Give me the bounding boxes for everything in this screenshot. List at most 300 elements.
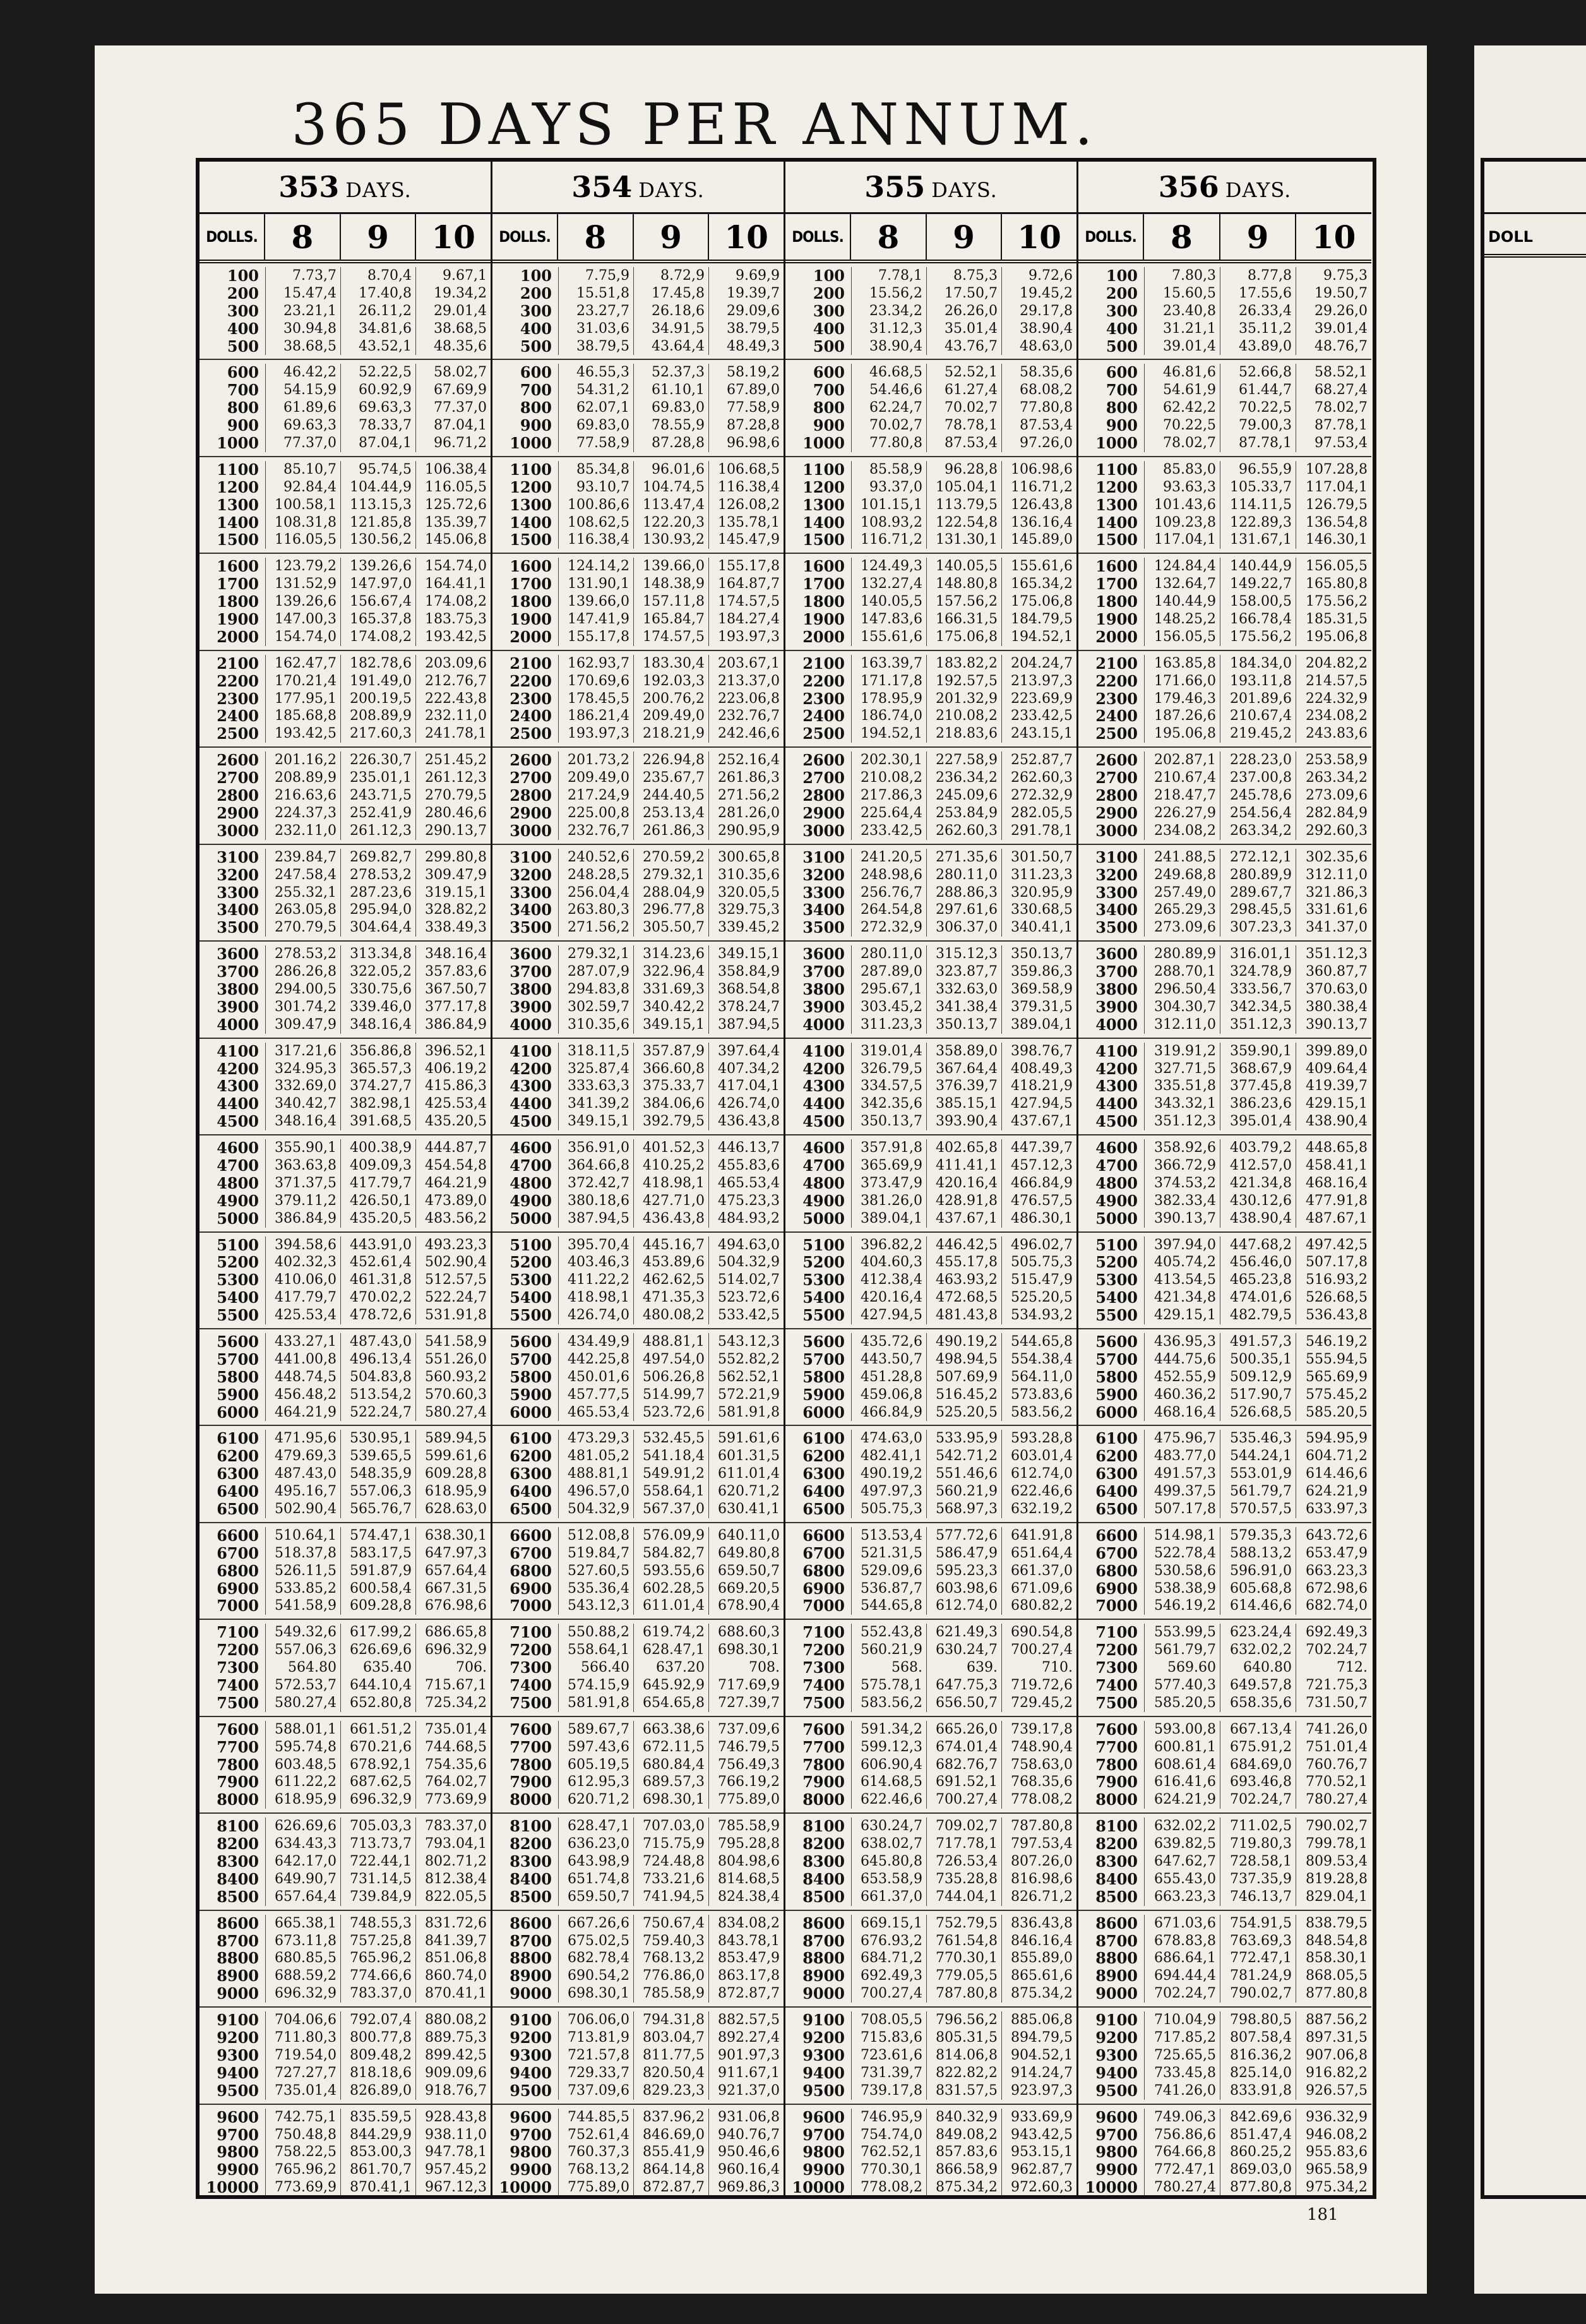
rate-column-header: 10 [724,218,768,256]
interest-value-cell: 124.49,3 [851,558,926,575]
table-row [200,884,491,902]
dollar-amount-cell: 3200 [1095,865,1138,884]
dollar-amount-cell: 3600 [510,945,552,964]
row-group [785,457,1076,554]
interest-value-cell: 663.23,3 [1296,1562,1371,1580]
interest-value-cell: 655.43,0 [1144,1871,1220,1888]
interest-value-cell: 764.02,7 [415,1773,491,1791]
interest-value-cell: 764.66,8 [1144,2143,1220,2161]
interest-value-cell: 931.06,8 [708,2109,784,2126]
interest-value-cell: 702.24,7 [1220,1791,1296,1809]
table-row [1078,1060,1371,1078]
table-row [492,2082,784,2100]
table-row [1078,1307,1371,1324]
interest-value-cell: 483.77,0 [1144,1447,1220,1465]
dollar-amount-cell: 9900 [802,2160,845,2179]
interest-value-cell: 297.61,6 [926,901,1001,919]
table-row [1078,531,1371,549]
interest-value-cell: 261.86,3 [708,769,784,787]
dollar-amount-cell: 8800 [510,1949,552,1968]
interest-value-cell: 739.17,8 [851,2082,926,2100]
interest-value-cell: 481.05,2 [558,1447,633,1465]
interest-value-cell: 146.30,1 [1296,531,1371,549]
row-group [492,845,784,942]
interest-value-cell: 558.64,1 [558,1641,633,1659]
interest-value-cell: 191.49,0 [340,673,415,690]
interest-value-cell: 311.23,3 [851,1016,926,1034]
interest-value-cell: 780.27,4 [1296,1791,1371,1809]
interest-value-cell: 360.87,7 [1296,963,1371,981]
table-row [1078,1562,1371,1580]
interest-value-cell: 69.63,3 [340,399,415,417]
interest-value-cell: 727.39,7 [708,1694,784,1712]
table-row [785,769,1076,787]
interest-value-cell: 500.35,1 [1220,1351,1296,1369]
interest-value-cell: 611.01,4 [633,1597,708,1615]
interest-value-cell: 778.08,2 [851,2179,926,2195]
dollar-amount-cell: 8300 [510,1852,552,1871]
interest-value-cell: 395.70,4 [558,1237,633,1254]
days-panel [785,162,1078,2195]
interest-value-cell: 62.07,1 [558,399,633,417]
row-group [785,1717,1076,1814]
dollar-amount-cell: 8800 [802,1949,845,1968]
interest-value-cell: 340.42,7 [265,1095,340,1113]
interest-value-cell: 787.80,8 [926,1985,1001,2003]
interest-value-cell: 680.82,2 [1001,1597,1076,1615]
table-row [200,1835,491,1853]
interest-value-cell: 488.81,1 [633,1333,708,1351]
interest-value-cell: 271.56,2 [558,919,633,937]
interest-value-cell: 583.56,2 [851,1694,926,1712]
interest-value-cell: 656.50,7 [926,1694,1001,1712]
interest-value-cell: 526.68,5 [1220,1404,1296,1422]
table-row [785,1210,1076,1228]
table-row [1078,725,1371,743]
interest-value-cell: 760.37,3 [558,2143,633,2161]
interest-value-cell: 729.45,2 [1001,1694,1076,1712]
dollar-amount-cell: 6700 [217,1543,259,1562]
row-group [785,1911,1076,2008]
dollar-amount-cell: 5600 [1095,1332,1138,1351]
dollar-amount-cell: 7900 [510,1773,552,1792]
dollar-amount-cell: 6100 [802,1429,845,1448]
table-body [492,263,784,2195]
dollar-amount-cell: 8600 [802,1914,845,1932]
table-row [200,1386,491,1404]
interest-value-cell: 863.17,8 [708,1967,784,1985]
table-row [1078,461,1371,479]
table-row [492,981,784,998]
interest-value-cell: 483.56,2 [415,1210,491,1228]
dollar-amount-cell: 8000 [802,1790,845,1809]
dollar-amount-cell: 5300 [217,1271,259,1290]
interest-value-cell: 602.28,5 [633,1580,708,1598]
next-page-fragment [1474,45,1586,2294]
interest-value-cell: 892.27,4 [708,2029,784,2047]
interest-value-cell: 800.77,8 [340,2029,415,2047]
interest-value-cell: 599.61,6 [415,1447,491,1465]
row-group [200,651,491,748]
interest-value-cell: 342.35,6 [851,1095,926,1113]
dollar-amount-cell: 6300 [217,1464,259,1483]
table-row [785,1271,1076,1289]
dollar-amount-cell: 5100 [802,1235,845,1254]
interest-value-cell: 729.33,7 [558,2064,633,2082]
table-row [492,1527,784,1545]
interest-value-cell: 261.86,3 [633,822,708,840]
dollar-amount-cell: 6300 [510,1464,552,1483]
table-row [785,399,1076,417]
interest-value-cell: 696.32,9 [265,1985,340,2003]
interest-value-cell: 765.96,2 [265,2161,340,2179]
dollar-amount-cell: 8200 [510,1835,552,1854]
interest-value-cell: 341.39,2 [558,1095,633,1113]
interest-value-cell: 147.00,3 [265,611,340,628]
row-group [1078,1911,1371,2008]
table-row [492,1871,784,1888]
interest-value-cell: 725.65,5 [1144,2047,1220,2064]
interest-value-cell: 684.71,2 [851,1950,926,1967]
table-row [492,1157,784,1175]
interest-value-cell: 379.31,5 [1001,998,1076,1016]
dollar-amount-cell: 2900 [217,803,259,822]
table-row [1078,919,1371,937]
rate-column-header: 9 [634,214,710,260]
interest-value-cell: 202.87,1 [1144,752,1220,769]
table-row [492,575,784,593]
table-row [492,302,784,320]
interest-value-cell: 756.49,3 [708,1756,784,1774]
dollar-amount-cell: 6200 [217,1447,259,1466]
interest-value-cell: 227.58,9 [926,752,1001,769]
table-row [492,1773,784,1791]
interest-value-cell: 542.71,2 [926,1447,1001,1465]
dollar-amount-cell: 8900 [802,1967,845,1986]
dollar-amount-cell: 9900 [1095,2160,1138,2179]
table-row [492,1932,784,1950]
interest-value-cell: 58.02,7 [415,364,491,381]
interest-value-cell: 163.39,7 [851,655,926,673]
interest-value-cell: 351.12,3 [1144,1113,1220,1130]
interest-value-cell: 844.29,9 [340,2126,415,2144]
interest-value-cell: 377.17,8 [415,998,491,1016]
interest-value-cell: 539.65,5 [340,1447,415,1465]
table-row [1078,2011,1371,2029]
interest-value-cell: 322.96,4 [633,963,708,981]
table-row [1078,1967,1371,1985]
table-row [1078,2161,1371,2179]
interest-value-cell: 735.28,8 [926,1871,1001,1888]
interest-value-cell: 87.04,1 [415,417,491,434]
interest-value-cell: 700.27,4 [1001,1641,1076,1659]
interest-value-cell: 436.43,8 [633,1210,708,1228]
dollar-amount-cell: 4900 [217,1191,259,1210]
interest-value-cell: 657.64,4 [265,1888,340,1906]
interest-value-cell: 96.71,2 [415,434,491,452]
dollar-amount-cell: 6900 [510,1579,552,1598]
dollar-amount-cell: 4000 [1095,1015,1138,1034]
interest-value-cell: 29.01,4 [415,302,491,320]
interest-value-cell: 621.49,3 [926,1624,1001,1641]
interest-value-cell: 351.12,3 [1296,945,1371,963]
interest-value-cell: 310.35,6 [708,866,784,884]
dollar-amount-cell: 5700 [1095,1350,1138,1369]
table-row [492,1016,784,1034]
interest-value-cell: 273.09,6 [1296,787,1371,805]
interest-value-cell: 70.22,5 [1220,399,1296,417]
interest-value-cell: 491.57,3 [1220,1333,1296,1351]
interest-value-cell: 872.87,7 [708,1985,784,2003]
table-row [492,945,784,963]
dollar-amount-cell: 1000 [510,434,552,453]
dollar-amount-cell: 9000 [1095,1984,1138,2003]
interest-value-cell: 593.55,6 [633,1562,708,1580]
table-row [785,1853,1076,1871]
interest-value-cell: 798.80,5 [1220,2011,1296,2029]
interest-value-cell: 756.86,6 [1144,2126,1220,2144]
table-row [492,822,784,840]
interest-value-cell: 661.51,2 [340,1721,415,1739]
interest-value-cell: 711.80,3 [265,2029,340,2047]
table-row [492,655,784,673]
dollar-amount-cell: 900 [227,416,259,435]
dollar-amount-cell: 1400 [1095,513,1138,532]
dolls-header: DOLLS. [785,214,851,260]
interest-value-cell: 154.74,0 [415,558,491,575]
interest-value-cell: 456.48,2 [265,1386,340,1404]
interest-value-cell: 335.51,8 [1144,1077,1220,1095]
interest-value-cell: 316.01,1 [1220,945,1296,963]
table-row [492,805,784,822]
interest-value-cell: 19.39,7 [708,285,784,302]
dollar-amount-cell: 1900 [510,610,552,629]
interest-value-cell: 675.91,2 [1220,1739,1296,1756]
table-row [200,655,491,673]
dollar-amount-cell: 10000 [499,2178,552,2195]
row-group [492,1717,784,1814]
interest-value-cell: 499.37,5 [1144,1483,1220,1500]
dollar-amount-cell: 8500 [1095,1887,1138,1906]
interest-value-cell: 583.56,2 [1001,1404,1076,1422]
table-row [1078,1932,1371,1950]
row-group [492,748,784,844]
dollar-amount-cell: 900 [813,416,845,435]
interest-value-cell: 691.52,1 [926,1773,1001,1791]
dollar-amount-cell: 9600 [510,2107,552,2126]
row-group [1078,2008,1371,2104]
interest-value-cell: 302.35,6 [1296,849,1371,866]
interest-value-cell: 669.20,5 [708,1580,784,1598]
dollar-amount-cell: 100 [520,267,552,285]
interest-value-cell: 663.38,6 [633,1721,708,1739]
interest-value-cell: 296.50,4 [1144,981,1220,998]
table-row [785,1624,1076,1641]
dollar-amount-cell: 700 [227,381,259,400]
interest-value-cell: 330.68,5 [1001,901,1076,919]
interest-value-cell: 7.73,7 [265,267,340,285]
interest-value-cell: 757.25,8 [340,1932,415,1950]
interest-value-cell: 370.63,0 [1296,981,1371,998]
interest-value-cell: 87.53,4 [926,434,1001,452]
interest-value-cell: 298.45,5 [1220,901,1296,919]
dollar-amount-cell: 2100 [217,654,259,673]
dollar-amount-cell: 5600 [217,1332,259,1351]
interest-value-cell: 504.83,8 [340,1369,415,1386]
row-group [200,1911,491,2008]
table-row [200,593,491,611]
interest-value-cell: 589.67,7 [558,1721,633,1739]
dollar-amount-cell: 2500 [802,724,845,743]
table-row [1078,1597,1371,1615]
interest-value-cell: 139.26,6 [340,558,415,575]
row-group [200,2105,491,2195]
dollar-amount-cell: 400 [520,319,552,338]
interest-value-cell: 290.95,9 [708,822,784,840]
interest-value-cell: 87.78,1 [1220,434,1296,452]
interest-value-cell: 468.16,4 [1144,1404,1220,1422]
interest-value-cell: 96.28,8 [926,461,1001,479]
interest-value-cell: 256.04,4 [558,884,633,902]
table-row [492,1915,784,1932]
table-row [785,1465,1076,1483]
interest-value-cell: 67.89,0 [708,381,784,399]
table-row [1078,1641,1371,1659]
interest-value-cell: 618.95,9 [415,1483,491,1500]
dollar-amount-cell: 300 [520,301,552,320]
dollar-amount-cell: 7300 [802,1658,845,1677]
interest-value-cell: 320.05,5 [708,884,784,902]
interest-value-cell: 85.10,7 [265,461,340,479]
interest-value-cell: 261.12,3 [415,769,491,787]
table-row [1078,1756,1371,1774]
interest-value-cell: 833.91,8 [1220,2082,1296,2100]
dollar-amount-cell: 2900 [510,803,552,822]
dollar-amount-cell: 4300 [1095,1077,1138,1096]
interest-value-cell: 367.50,7 [415,981,491,998]
interest-value-cell: 794.31,8 [633,2011,708,2029]
table-row [492,1677,784,1694]
table-row [785,1915,1076,1932]
interest-value-cell: 461.31,8 [340,1271,415,1289]
interest-value-cell: 409.09,3 [340,1157,415,1175]
interest-value-cell: 61.27,4 [926,381,1001,399]
table-row [492,1791,784,1809]
interest-value-cell: 533.42,5 [708,1307,784,1324]
table-row [492,2126,784,2144]
dollar-amount-cell: 5000 [217,1209,259,1228]
table-row [492,285,784,302]
interest-value-cell: 101.15,1 [851,496,926,514]
dollar-amount-cell: 8600 [1095,1914,1138,1932]
interest-value-cell: 96.98,6 [708,434,784,452]
dollar-amount-cell: 3400 [510,901,552,919]
dollar-amount-cell: 600 [520,363,552,382]
interest-value-cell: 252.87,7 [1001,752,1076,769]
interest-value-cell: 301.50,7 [1001,849,1076,866]
interest-value-cell: 244.40,5 [633,787,708,805]
dollar-amount-cell: 6500 [217,1500,259,1518]
interest-value-cell: 700.27,4 [851,1985,926,2003]
interest-value-cell: 639.82,5 [1144,1835,1220,1853]
dollar-amount-cell: 5000 [1095,1209,1138,1228]
interest-value-cell: 185.68,8 [265,707,340,725]
table-row [1078,1791,1371,1809]
panel-days-label: DAYS. [638,178,705,202]
dollar-amount-cell: 5400 [510,1288,552,1307]
interest-value-cell: 953.15,1 [1001,2143,1076,2161]
table-row [785,1835,1076,1853]
interest-value-cell: 911.67,1 [708,2064,784,2082]
interest-value-cell: 914.24,7 [1001,2064,1076,2082]
interest-value-cell: 657.64,4 [415,1562,491,1580]
table-row [785,496,1076,514]
interest-value-cell: 851.06,8 [415,1950,491,1967]
interest-value-cell: 604.71,2 [1296,1447,1371,1465]
interest-value-cell: 77.80,8 [1001,399,1076,417]
table-row [785,690,1076,708]
dollar-amount-cell: 5700 [510,1350,552,1369]
interest-value-cell: 795.28,8 [708,1835,784,1853]
interest-value-cell: 365.69,9 [851,1157,926,1175]
row-group [492,1620,784,1716]
interest-value-cell: 359.86,3 [1001,963,1076,981]
interest-value-cell: 175.56,2 [1296,593,1371,611]
dollar-amount-cell: 3300 [1095,883,1138,902]
interest-value-cell: 491.57,3 [1144,1465,1220,1483]
interest-value-cell: 445.16,7 [633,1237,708,1254]
table-row [200,673,491,690]
interest-value-cell: 570.57,5 [1220,1500,1296,1518]
interest-value-cell: 468.16,4 [1296,1175,1371,1192]
interest-value-cell: 549.32,6 [265,1624,340,1641]
row-group [785,1523,1076,1620]
interest-value-cell: 715.83,6 [851,2029,926,2047]
interest-value-cell: 38.79,5 [708,320,784,338]
dollar-amount-cell: 9100 [1095,2011,1138,2030]
table-row [1078,1369,1371,1386]
dollar-amount-cell: 2400 [217,707,259,726]
row-group [1078,2105,1371,2195]
table-row [492,417,784,434]
interest-value-cell: 507.17,8 [1144,1500,1220,1518]
dollar-amount-cell: 1300 [1095,495,1138,514]
table-row [1078,769,1371,787]
dollar-amount-cell: 4100 [217,1041,259,1060]
table-row [785,381,1076,399]
interest-value-cell: 395.01,4 [1220,1113,1296,1130]
interest-value-cell: 814.06,8 [926,2047,1001,2064]
table-row [785,901,1076,919]
table-row [492,884,784,902]
interest-value-cell: 690.54,8 [1001,1624,1076,1641]
rate-column-header: 10 [1311,218,1356,256]
dollar-amount-cell: 9700 [510,2125,552,2144]
interest-value-cell: 693.46,8 [1220,1773,1296,1791]
table-row [785,1307,1076,1324]
interest-value-cell: 737.35,9 [1220,1871,1296,1888]
interest-value-cell: 116.05,5 [415,479,491,496]
table-row [785,981,1076,998]
interest-value-cell: 770.30,1 [851,2161,926,2179]
interest-value-cell: 70.02,7 [926,399,1001,417]
interest-value-cell: 309.47,9 [265,1016,340,1034]
interest-value-cell: 363.63,8 [265,1157,340,1175]
interest-value-cell: 870.41,1 [340,2179,415,2195]
table-row [200,2047,491,2064]
interest-value-cell: 213.97,3 [1001,673,1076,690]
interest-value-cell: 580.27,4 [415,1404,491,1422]
